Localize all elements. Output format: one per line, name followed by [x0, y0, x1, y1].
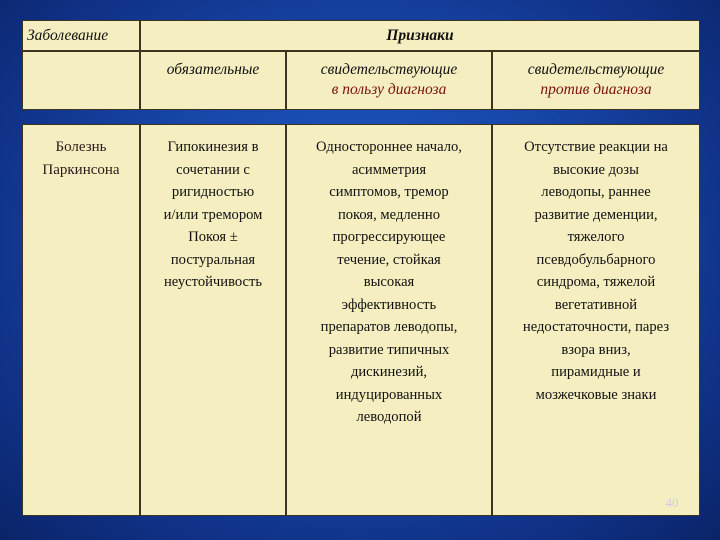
- against-line: развитие деменции,: [534, 206, 658, 223]
- required-line: сочетании с: [176, 161, 250, 178]
- for-line: эффективность: [341, 296, 437, 313]
- for-line: препаратов леводопы,: [320, 319, 458, 335]
- for-line: Одностороннее начало,: [316, 139, 462, 155]
- for-line: течение, стойкая: [337, 251, 441, 268]
- header-for-line2: в пользу диагноза: [331, 81, 447, 98]
- required-line: неустойчивость: [163, 274, 263, 290]
- for-line: индуцированных: [335, 386, 443, 403]
- required-cell: [140, 124, 286, 516]
- header-against-line1: свидетельствующие: [527, 61, 665, 78]
- required-line: Гипокинезия в: [167, 139, 259, 155]
- disease-line: Болезнь: [55, 139, 107, 155]
- for-line: высокая: [363, 274, 415, 290]
- body-table: [22, 124, 700, 516]
- against-line: мозжечковые знаки: [535, 386, 657, 403]
- required-text: [141, 125, 285, 294]
- for-line: развитие типичных: [328, 341, 450, 358]
- disease-line: Паркинсона: [42, 161, 120, 178]
- header-disease-cell: [22, 20, 140, 51]
- header-disease-label: Заболевание: [27, 27, 109, 44]
- header-signs-label: Признаки: [386, 27, 454, 44]
- for-line: прогрессирующее: [332, 229, 446, 245]
- required-line: Покоя ±: [188, 229, 238, 245]
- header-signs-cell: [140, 20, 700, 51]
- for-line: дискинезий,: [350, 364, 428, 380]
- disease-cell: [22, 124, 140, 516]
- against-diagnosis-cell: [492, 124, 700, 516]
- for-line: симптомов, тремор: [329, 184, 449, 200]
- header-for-cell: [286, 51, 492, 110]
- against-line: синдрома, тяжелой: [536, 274, 656, 290]
- required-line: постуральная: [170, 251, 256, 268]
- against-diagnosis-text: [493, 125, 699, 406]
- required-line: и/или тремором: [163, 206, 263, 223]
- header-against-line2: против диагноза: [540, 81, 652, 98]
- for-line: покоя, медленно: [337, 206, 441, 223]
- header-table: [22, 20, 700, 110]
- against-line: Отсутствие реакции на: [524, 139, 668, 155]
- for-line: леводопой: [356, 409, 422, 425]
- against-line: леводопы, раннее: [541, 184, 651, 200]
- for-line: асимметрия: [351, 161, 427, 178]
- against-line: пирамидные и: [551, 364, 641, 380]
- against-line: недостаточности, парез: [522, 319, 670, 335]
- against-line: высокие дозы: [553, 161, 639, 178]
- header-against-cell: [492, 51, 700, 110]
- for-diagnosis-cell: [286, 124, 492, 516]
- header-required-cell: [140, 51, 286, 110]
- against-line: взора вниз,: [561, 341, 631, 358]
- for-diagnosis-text: [287, 125, 491, 429]
- against-line: тяжелого: [567, 229, 625, 245]
- slide-number: 40: [665, 495, 679, 510]
- header-required-label: обязательные: [166, 61, 260, 78]
- disease-text: [23, 125, 139, 181]
- required-line: ригидностью: [171, 184, 255, 200]
- header-empty-cell: [22, 51, 140, 110]
- header-for-line1: свидетельствующие: [320, 61, 458, 78]
- against-line: вегетативной: [554, 296, 638, 313]
- against-line: псевдобульбарного: [536, 251, 656, 268]
